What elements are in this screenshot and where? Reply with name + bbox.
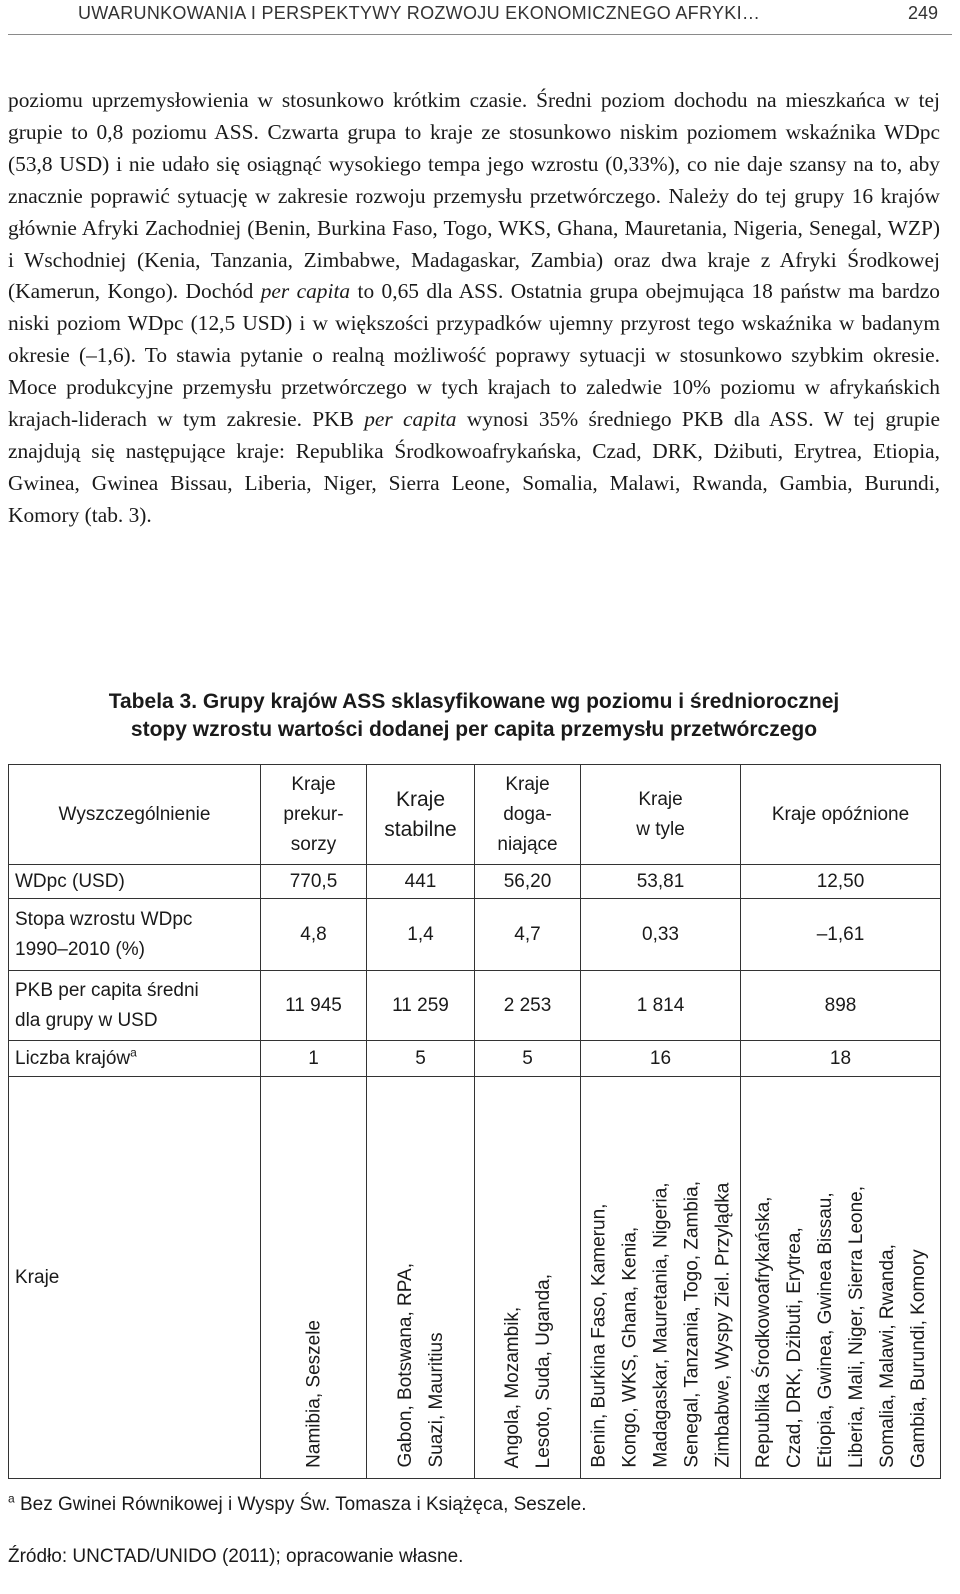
body-italic-1: per capita	[260, 279, 351, 304]
body-italic-2: per capita	[364, 407, 457, 432]
body-text-part-3: wynosi 35% średniego PKB dla ASS. W tej grupie znajdują się następujące kraje: Republika Środkowoafrykańska, Czad, DRK, Dżibuti, Erytrea, Etiopia, Gwinea, Gwinea Bissau, Liberia, Niger, Sierra Leone, Somalia, Malawi, Rwanda, Gambia, Burundi, Komory (tab. 3).	[8, 407, 941, 527]
header-line: Kraje	[638, 788, 683, 810]
country-list-line: Namibia, Seszele	[303, 1320, 324, 1468]
running-header	[8, 0, 952, 35]
country-list-line: Suazi, Mauritius	[425, 1332, 447, 1468]
data-table	[8, 764, 941, 1479]
header-kraje-doganiajace	[475, 765, 581, 865]
table-cell: 770,5	[261, 865, 367, 899]
table-caption-line-2: stopy wzrostu wartości dodanej per capita przemysłu przetwórczego	[130, 718, 818, 741]
body-paragraph	[8, 85, 940, 532]
table-row	[9, 899, 941, 971]
countries-cell	[475, 1077, 581, 1479]
country-list-line: Kongo, WKS, Ghana, Kenia,	[619, 1227, 640, 1468]
table-cell: 18	[741, 1041, 941, 1077]
row-label	[9, 899, 261, 971]
running-head: UWARUNKOWANIA I PERSPEKTYWY ROZWOJU EKONOMICZNEGO AFRYKI…	[78, 3, 761, 23]
footnote-marker: a	[8, 1491, 15, 1506]
table-cell: 2 253	[475, 971, 581, 1041]
body-text-part-1: poziomu uprzemysłowienia w stosunkowo krótkim czasie. Średni poziom dochodu na mieszkańca w tej grupie to 0,8 poziomu ASS. Czwarta grupa to kraje ze stosunkowo niskim poziomem wskaźnika WDpc (53,8 USD) i nie udało się osiągnąć wysokiego tempa jego wzrostu (0,33%), co nie daje szansy na to, aby znacznie poprawić sytuację w zakresie rozwoju przemysłu przetwórczego. Należy do tej grupy 16 krajów głównie Afryki Zachodniej (Benin, Burkina Faso, Togo, WKS, Ghana, Mauretania, Nigeria, Senegal, WZP) i Wschodniej (Kenia, Tanzania, Zimbabwe, Madagaskar, Zambia) oraz dwa kraje z Afryki Środkowej (Kamerun, Kongo). Dochód	[8, 88, 940, 304]
countries-cell	[581, 1077, 741, 1479]
table-row	[9, 971, 941, 1041]
table-cell: 1 814	[581, 971, 741, 1041]
table-caption-line-1: Tabela 3. Grupy krajów ASS sklasyfikowane wg poziomu i średniorocznej	[108, 690, 840, 713]
table-cell: 0,33	[581, 899, 741, 971]
table-cell: 441	[367, 865, 475, 899]
body-text-part-2: to 0,65 dla ASS. Ostatnia grupa obejmująca 18 państw ma bardzo niski poziom WDpc (12,5 USD) i w większości przypadków ujemny przyrost tego wskaźnika w badanym okresie (–1,6). To stawia pytanie o realną możliwość poprawy sytuacji w stosunkowo szybkim okresie. Moce produkcyjne przemysłu przetwórczego w tych krajach to zaledwie 10% poziomu w afrykańskich krajach-liderach w tym zakresie. PKB	[8, 279, 941, 432]
table-cell: 16	[581, 1041, 741, 1077]
table-cell: –1,61	[741, 899, 941, 971]
country-list-line: Liberia, Mali, Niger, Sierra Leone,	[845, 1186, 867, 1468]
source-note: Źródło: UNCTAD/UNIDO (2011); opracowanie własne.	[8, 1546, 464, 1567]
header-kraje-opoznione: Kraje opóźnione	[741, 765, 941, 865]
countries-cell	[367, 1077, 475, 1479]
table-cell: 5	[475, 1041, 581, 1077]
footnote-text: Bez Gwinei Równikowej i Wyspy Św. Tomasza i Książęca, Seszele.	[19, 1494, 587, 1515]
row-label	[9, 971, 261, 1041]
header-line: Kraje	[395, 787, 446, 811]
country-list-line: Gabon, Botswana, RPA,	[394, 1263, 416, 1468]
countries-row	[9, 1077, 941, 1479]
table-row	[9, 865, 941, 899]
country-list-line: Etiopia, Gwinea, Gwinea Bissau,	[814, 1192, 836, 1468]
table-caption	[8, 688, 940, 744]
row-label-text: Liczba krajów	[15, 1047, 131, 1069]
header-line: Kraje	[505, 773, 550, 795]
table-cell: 1	[261, 1041, 367, 1077]
countries-cell	[741, 1077, 941, 1479]
header-line: stabilne	[384, 817, 457, 841]
table-cell: 4,7	[475, 899, 581, 971]
table-row	[9, 1041, 941, 1077]
table-cell: 1,4	[367, 899, 475, 971]
footnote-marker: a	[130, 1045, 137, 1060]
header-wyszczegolnienie: Wyszczególnienie	[9, 765, 261, 865]
header-kraje-stabilne	[367, 765, 475, 865]
row-label-line: dla grupy w USD	[15, 1009, 158, 1031]
footnote	[8, 1491, 587, 1516]
header-line: doga-	[503, 803, 552, 825]
header-line: sorzy	[290, 833, 337, 855]
header-line: prekur-	[283, 803, 344, 825]
country-list-line: Senegal, Tanzania, Togo, Zambia,	[681, 1181, 702, 1468]
table-cell: 53,81	[581, 865, 741, 899]
header-line: Kraje	[291, 773, 336, 795]
country-list-line: Benin, Burkina Faso, Kamerun,	[588, 1203, 609, 1468]
country-list-line: Madagaskar, Mauretania, Nigeria,	[650, 1182, 671, 1468]
table-cell: 898	[741, 971, 941, 1041]
table-cell: 4,8	[261, 899, 367, 971]
table-cell: 11 259	[367, 971, 475, 1041]
table-cell: 11 945	[261, 971, 367, 1041]
header-line: niające	[497, 833, 558, 855]
table-cell: 5	[367, 1041, 475, 1077]
countries-cell	[261, 1077, 367, 1479]
row-label	[9, 1041, 261, 1077]
header-line: w tyle	[636, 818, 685, 840]
row-label: Kraje	[9, 1077, 261, 1479]
table-header-row	[9, 765, 941, 865]
country-list-line: Gambia, Burundi, Komory	[907, 1249, 929, 1468]
page-number: 249	[907, 3, 938, 23]
table-cell: 12,50	[741, 865, 941, 899]
header-kraje-prekursorzy	[261, 765, 367, 865]
row-label: WDpc (USD)	[9, 865, 261, 899]
row-label-line: 1990–2010 (%)	[15, 938, 145, 960]
country-list-line: Somalia, Malawi, Rwanda,	[876, 1244, 898, 1468]
country-list-line: Lesoto, Suda, Uganda,	[532, 1273, 554, 1468]
country-list-line: Zimbabwe, Wyspy Ziel. Przylądka	[712, 1183, 733, 1468]
country-list-line: Angola, Mozambik,	[501, 1306, 523, 1468]
country-list-line: Republika Środkowoafrykańska,	[752, 1196, 774, 1468]
table-cell: 56,20	[475, 865, 581, 899]
row-label-line: Stopa wzrostu WDpc	[15, 908, 193, 930]
country-list-line: Czad, DRK, Dżibuti, Erytrea,	[783, 1227, 805, 1468]
header-kraje-w-tyle	[581, 765, 741, 865]
row-label-line: PKB per capita średni	[15, 979, 199, 1001]
